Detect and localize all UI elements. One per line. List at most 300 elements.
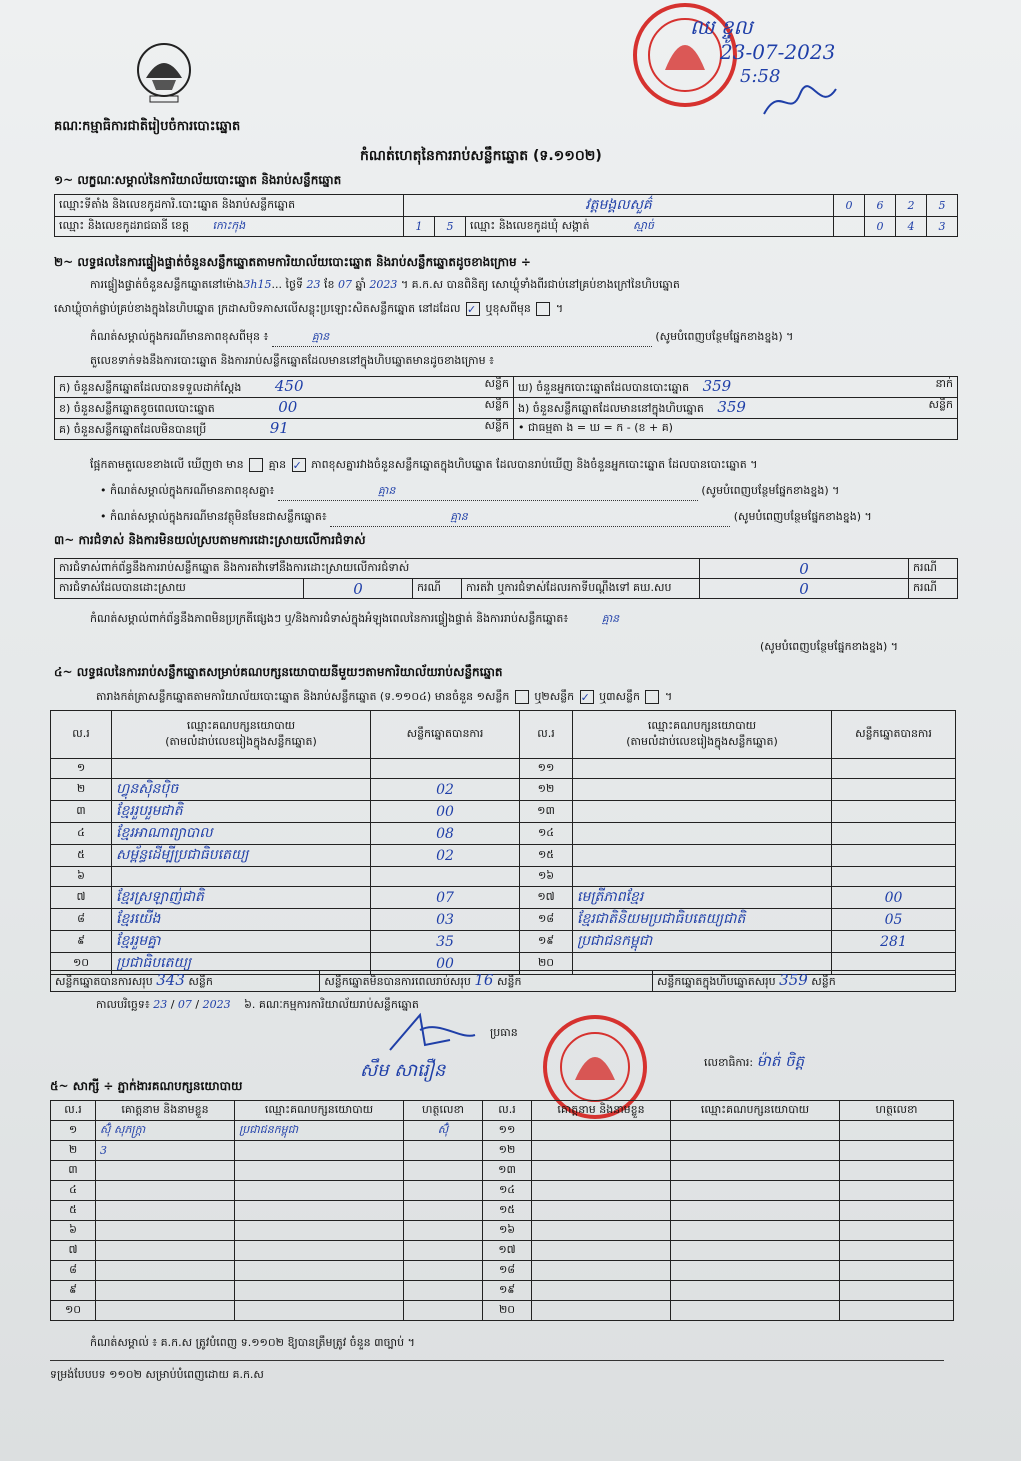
s5-row-party-r	[671, 1201, 840, 1221]
s2-d	[514, 377, 958, 398]
section4-heading: ៤~ លទ្ធផលនៃការរាប់សន្លឹកឆ្នោតសម្រាប់គណបក្សនយោបាយនីមួយៗតាមការិយាល័យរាប់សន្លឹកឆ្នោត	[54, 665, 503, 679]
s2-year-label: ឆ្នាំ	[355, 278, 366, 291]
s4-row-votes: 08	[371, 823, 520, 845]
s4-row-no-r: ១៥	[520, 845, 573, 867]
table-row	[51, 1161, 954, 1181]
s4-sub-c: ឬ៣សន្លឹក	[599, 690, 640, 703]
s2-day-label: ថ្ងៃទី	[285, 278, 303, 291]
table-row	[51, 845, 956, 867]
s4-chair-name: សឹម សារឿន	[360, 1060, 446, 1081]
s5-row-sign-r	[840, 1301, 954, 1321]
s5-row-party	[235, 1141, 404, 1161]
table-row	[51, 823, 956, 845]
s5-row-sign	[404, 1181, 483, 1201]
s5-row-party-r	[671, 1141, 840, 1161]
s3-note-value: គ្មាន	[601, 612, 620, 625]
s5-h-name-r: គោត្តនាម និងនាមខ្លួន	[532, 1101, 671, 1121]
section2-heading: ២~ លទ្ធផលនៃការផ្ទៀងផ្ទាត់ចំនួនសន្លឹកឆ្នោតតាមការិយាល័យបោះឆ្នោត និងរាប់សន្លឹកឆ្នោតដូចខាងក្រោម ÷	[54, 255, 531, 269]
s4-secretary-label: លេខាធិការ:	[704, 1056, 754, 1069]
s5-row-name-r	[532, 1201, 671, 1221]
s2-a-unit: សន្លឹក	[484, 377, 509, 390]
s5-row-no: ១០	[51, 1301, 96, 1321]
s2-d-label: ឃ) ចំនួនអ្នកបោះឆ្នោតដែលបានបោះឆ្នោត	[518, 381, 690, 394]
stamp-date: 23-07-2023	[720, 40, 836, 64]
s4-row-no: ១០	[51, 953, 112, 975]
s3-fill-hint: (សូមបំពេញបន្ថែមផ្នែកខាងខ្នង) ។	[760, 640, 899, 653]
s5-row-name	[96, 1281, 235, 1301]
signature-top-icon	[760, 74, 840, 124]
s5-row-sign	[404, 1261, 483, 1281]
s2-checkbox-changed[interactable]	[536, 302, 550, 316]
s2-check-text: ផ្អែកតាមតួលេខខាងលើ ឃើញថា មាន	[90, 458, 244, 471]
table-row	[51, 1241, 954, 1261]
s5-row-sign-r	[840, 1221, 954, 1241]
s5-row-name-r	[532, 1301, 671, 1321]
s5-row-name-r	[532, 1141, 671, 1161]
s4-row-no: ៧	[51, 887, 112, 909]
s3-r2b-label: ការតវ៉ា ឬការជំទាស់ដែលរកាទីបណ្ដឹងទៅ គឃ.សប	[462, 579, 700, 599]
s2-note3	[100, 510, 872, 527]
s5-row-no-r: ២០	[483, 1301, 532, 1321]
s5-row-sign-r	[840, 1181, 954, 1201]
table-row	[51, 801, 956, 823]
s2-month: 07	[337, 278, 352, 291]
s2-a	[55, 377, 514, 398]
s4-total-invalid-unit: សន្លឹក	[496, 975, 522, 988]
s5-row-name-r	[532, 1221, 671, 1241]
s5-row-no-r: ១៤	[483, 1181, 532, 1201]
s2-c-unit: សន្លឹក	[484, 419, 509, 432]
s4-row-party	[112, 867, 371, 887]
s4-row-votes	[371, 867, 520, 887]
s4-row-party: ខ្មែរស្រឡាញ់ជាតិ	[112, 887, 371, 909]
s4-row-no-r: ១៣	[520, 801, 573, 823]
stamp-note-1: ឈ ខ្ចូល	[690, 15, 753, 39]
s2-counts-table	[54, 376, 958, 440]
s5-row-party-r	[671, 1281, 840, 1301]
table-row	[51, 1121, 954, 1141]
s4-h-no-r: ល.រ	[520, 711, 573, 759]
s2-e	[514, 398, 958, 419]
s4-row-party: ខ្មែររួមគ្នា	[112, 931, 371, 953]
s4-date-label: កាលបរិច្ឆេទ៖	[96, 998, 150, 1011]
s4-row-votes-r	[832, 867, 956, 887]
s5-row-no-r: ១១	[483, 1121, 532, 1141]
s1-row2-label-text: ឈ្មោះ និងលេខកូដរាជធានី ខេត្ត	[59, 218, 189, 232]
s4-row-no-r: ១៩	[520, 931, 573, 953]
s4-row-votes-r	[832, 845, 956, 867]
s4-total-valid-label: សន្លឹកឆ្នោតបានការសរុប	[55, 975, 153, 988]
s1-code3: 2	[896, 195, 927, 217]
s5-row-party	[235, 1261, 404, 1281]
s1-commune-code3: 3	[927, 217, 958, 237]
s5-row-sign-r	[840, 1241, 954, 1261]
s4-sub: តារាងកត់ត្រាសន្លឹកឆ្នោតតាមការិយាល័យបោះឆ្នោត និងរាប់សន្លឹកឆ្នោត (ទ.១១០៤) មានចំនួន ១សន្លឹក ឬ២សន្លឹក ✓ ឬ៣សន្លឹក ។	[96, 690, 673, 704]
s5-row-no: ១	[51, 1121, 96, 1141]
s4-date-day: 23	[153, 998, 168, 1011]
s2-year: 2023	[369, 278, 398, 291]
s5-row-sign-r	[840, 1261, 954, 1281]
s5-h-name: គោត្តនាម និងនាមខ្លួន	[96, 1101, 235, 1121]
s4-sub-text: តារាងកត់ត្រាសន្លឹកឆ្នោតតាមការិយាល័យបោះឆ្នោត និងរាប់សន្លឹកឆ្នោត (ទ.១១០៤) មានចំនួន ១សន្លឹក	[96, 690, 510, 703]
s5-row-no: ២	[51, 1141, 96, 1161]
s2-e-value: 359	[717, 398, 746, 416]
s2-check	[90, 458, 960, 474]
chair-signature-icon	[380, 1010, 480, 1060]
s4-h-votes: សន្លឹកឆ្នោតបានការ	[371, 711, 520, 759]
s4-row-votes-r	[832, 801, 956, 823]
s5-row-party	[235, 1161, 404, 1181]
s5-row-sign	[404, 1241, 483, 1261]
s5-row-party-r	[671, 1301, 840, 1321]
s5-row-no: ៥	[51, 1201, 96, 1221]
table-row	[51, 1181, 954, 1201]
s5-row-party	[235, 1281, 404, 1301]
s5-row-name	[96, 1221, 235, 1241]
s5-row-no: ៤	[51, 1181, 96, 1201]
s5-row-sign-r	[840, 1281, 954, 1301]
table-row	[51, 867, 956, 887]
s2-e-label: ង) ចំនួនសន្លឹកឆ្នោតដែលមាននៅក្នុងហិបឆ្នោត	[518, 402, 704, 415]
s4-row-votes	[371, 759, 520, 779]
s5-row-sign-r	[840, 1121, 954, 1141]
s5-row-name	[96, 1241, 235, 1261]
s2-b-label: ខ) ចំនួនសន្លឹកឆ្នោតខូចពេលបោះឆ្នោត	[59, 402, 215, 415]
s4-checkbox-1[interactable]	[515, 690, 529, 704]
s5-row-no-r: ១៧	[483, 1241, 532, 1261]
s2-note-label: កំណត់សម្គាល់ក្នុងករណីមានភាពខុសពីមុន ៖	[90, 330, 269, 343]
s2-intro: តួលេខទាក់ទងនឹងការបោះឆ្នោត និងការរាប់សន្លឹកឆ្នោតដែលមាននៅក្នុងហិបឆ្នោតមានដូចខាងក្រោម ៖	[90, 354, 494, 367]
s4-row-no: ៦	[51, 867, 112, 887]
s1-row1-label: ឈ្មោះទីតាំង និងលេខកូដការិ.បោះឆ្នោត និងរាប់សន្លឹកឆ្នោត	[55, 195, 404, 217]
s5-row-no-r: ១៦	[483, 1221, 532, 1241]
s2-e-unit: សន្លឹក	[928, 398, 953, 411]
s4-row-party: ហ្វុនស៊ិនប៉ិច	[112, 779, 371, 801]
s4-checkbox-3[interactable]	[645, 690, 659, 704]
s2-c-value: 91	[269, 419, 289, 437]
s4-total-box-label: សន្លឹកឆ្នោតក្នុងហិបឆ្នោតសរុប	[656, 975, 776, 988]
s4-row-votes-r	[832, 779, 956, 801]
s1-row2b	[466, 217, 834, 237]
s3-r2b-value: 0	[700, 579, 909, 599]
s4-row-no: ៥	[51, 845, 112, 867]
s4-row-no-r: ១៤	[520, 823, 573, 845]
s3-note	[90, 612, 619, 628]
s1-row2b-label: ឈ្មោះ និងលេខកូដឃុំ សង្កាត់	[470, 218, 590, 232]
s4-row-no: ៨	[51, 909, 112, 931]
s5-row-sign-r	[840, 1201, 954, 1221]
s5-row-party-r	[671, 1241, 840, 1261]
s5-row-sign	[404, 1221, 483, 1241]
table-row	[51, 1221, 954, 1241]
s4-total-valid-value: 343	[156, 971, 185, 989]
table-row	[51, 1301, 954, 1321]
s4-results-table	[50, 710, 956, 975]
s4-total-box	[652, 971, 955, 992]
s5-h-sign: ហត្ថលេខា	[404, 1101, 483, 1121]
nec-emblem-icon	[132, 40, 196, 110]
s4-row-votes: 00	[371, 801, 520, 823]
table-row	[51, 887, 956, 909]
s5-row-party-r	[671, 1221, 840, 1241]
s4-row-party-r	[573, 867, 832, 887]
s4-row-no-r: ១២	[520, 779, 573, 801]
section1-heading: ១~ លក្ខណៈសម្គាល់នៃការិយាល័យបោះឆ្នោត និងរាប់សន្លឹកឆ្នោត	[54, 173, 342, 187]
s5-row-no: ៨	[51, 1261, 96, 1281]
table-row	[51, 759, 956, 779]
s5-row-party	[235, 1181, 404, 1201]
s5-row-no-r: ១៨	[483, 1261, 532, 1281]
s2-checkbox-none[interactable]: ✓	[292, 458, 306, 472]
s2-a-value: 450	[274, 377, 304, 395]
s5-row-party-r	[671, 1181, 840, 1201]
s5-row-no-r: ១២	[483, 1141, 532, 1161]
s2-note3-value: គ្មាន	[450, 510, 468, 523]
s1-prov-code2: 5	[435, 217, 466, 237]
s2-d-value: 359	[702, 377, 732, 395]
s2-note3-hint: (សូមបំពេញបន្ថែមផ្នែកខាងខ្នង) ។	[733, 510, 872, 523]
s4-row-no: ៩	[51, 931, 112, 953]
s4-row-votes: 35	[371, 931, 520, 953]
s5-row-party-r	[671, 1161, 840, 1181]
s4-secretary-name: ម៉ាត់ ចិត្ត	[756, 1052, 805, 1070]
s4-secretary	[704, 1052, 804, 1074]
s2-b	[55, 398, 514, 419]
s4-date-month: 07	[177, 998, 192, 1011]
s4-total-invalid	[320, 971, 653, 992]
s2-c	[55, 419, 514, 440]
s5-h-party: ឈ្មោះគណបក្សនយោបាយ	[235, 1101, 404, 1121]
s4-row-votes: 02	[371, 845, 520, 867]
s4-row-no: ១	[51, 759, 112, 779]
form-title: កំណត់ហេតុនៃការរាប់សន្លឹកឆ្នោត (ទ.១១០២)	[360, 148, 602, 164]
s4-total-valid	[51, 971, 320, 992]
s2-line1-tail: ។ គ.ក.ស បានពិនិត្យ សោឃ្លុំទាំងពីរជាប់នៅគ្រប់ខាងក្រៅនៃហិបឆ្នោត	[400, 278, 680, 291]
s2-check-none: គ្មាន	[268, 458, 287, 471]
stamp-time: 5:58	[740, 66, 781, 87]
s4-row-votes-r: 00	[832, 887, 956, 909]
s2-b-unit: សន្លឹក	[484, 398, 509, 411]
s5-row-name	[96, 1301, 235, 1321]
s2-note2-label: • កំណត់សម្គាល់ក្នុងករណីមានភាពខុសគ្នា៖	[100, 484, 275, 497]
s5-row-no-r: ១៥	[483, 1201, 532, 1221]
s5-row-name: ស៊ុំ សុភក្ត្រា	[96, 1121, 235, 1141]
s4-row-votes: 03	[371, 909, 520, 931]
s4-row-votes: 02	[371, 779, 520, 801]
s1-row2-label	[55, 217, 404, 237]
s5-row-sign	[404, 1281, 483, 1301]
s5-row-sign-r	[840, 1141, 954, 1161]
s1-row1-value: វត្តមង្គលសួគ៌	[404, 195, 834, 217]
s4-row-party-r: ប្រជាជនកម្ពុជា	[573, 931, 832, 953]
s2-check-tail: ភាពខុសគ្នារវាងចំនួនសន្លឹកឆ្នោតក្នុងហិបឆ្នោត ដែលបានរាប់ឃើញ និងចំនួនអ្នកបោះឆ្នោត ដែលបានបោះឆ្នោត ។	[311, 458, 758, 471]
s2-checkbox-has[interactable]	[249, 458, 263, 472]
s1-row2b-value: ស្មាច់	[633, 218, 654, 232]
s4-row-votes-r	[832, 823, 956, 845]
s2-c-label: គ) ចំនួនសន្លឹកឆ្នោតដែលមិនបានប្រើ	[59, 423, 207, 436]
s2-formula: • ជាធម្មតា ង = ឃ = ក - (ខ + គ)	[514, 419, 958, 440]
s3-note-label: កំណត់សម្គាល់ពាក់ព័ន្ធនឹងភាពមិនប្រក្រតីផ្សេងៗ ឬ/និងការជំទាស់ក្នុងអំឡុងពេលនៃការផ្ទៀងផ្ទាត់ និងការរាប់សន្លឹកឆ្នោត៖	[90, 612, 569, 625]
s5-row-no: ៣	[51, 1161, 96, 1181]
s4-row-votes: 00	[371, 953, 520, 975]
s4-row-party: ប្រជាធិបតេយ្យ	[112, 953, 371, 975]
s5-row-party-r	[671, 1261, 840, 1281]
s5-row-sign	[404, 1161, 483, 1181]
s4-row-party: ខ្មែរយើង	[112, 909, 371, 931]
s4-h-party-r	[573, 711, 832, 759]
section3-heading: ៣~ ការជំទាស់ និងការមិនយល់ស្របតាមការដោះស្រាយលើការជំទាស់	[54, 533, 366, 547]
footer-form: ទម្រង់បែបបទ ១១០២ សម្រាប់បំពេញដោយ គ.ក.ស	[50, 1368, 264, 1381]
s2-day: 23	[306, 278, 321, 291]
org-name: គណៈកម្មាធិការជាតិរៀបចំការបោះឆ្នោត	[54, 119, 241, 134]
s4-row-no-r: ១៧	[520, 887, 573, 909]
s2-note2-value: គ្មាន	[377, 484, 396, 497]
s2-month-label: ខែ	[323, 278, 335, 291]
s5-row-name-r	[532, 1281, 671, 1301]
s4-total-valid-unit: សន្លឹក	[188, 975, 213, 988]
s4-row-party-r	[573, 823, 832, 845]
s1-prov-code1: 1	[404, 217, 435, 237]
s1-code1: 0	[834, 195, 865, 217]
s1-code4: 5	[927, 195, 958, 217]
s4-row-party-r: មេត្រីភាពខ្មែរ	[573, 887, 832, 909]
s5-row-party	[235, 1301, 404, 1321]
s2-note	[90, 330, 793, 347]
s5-row-party: ប្រជាជនកម្ពុជា	[235, 1121, 404, 1141]
s3-r2b-unit: ករណី	[909, 579, 958, 599]
table-row	[51, 1281, 954, 1301]
s2-note2	[100, 484, 839, 501]
s5-row-no-r: ១៣	[483, 1161, 532, 1181]
s2-line1: ការផ្ទៀងផ្ទាត់ចំនួនសន្លឹកឆ្នោតនៅម៉ោង3h15... ថ្ងៃទី 23 ខែ 07 ឆ្នាំ 2023 ។ គ.ក.ស បានពិនិត្យ សោឃ្លុំទាំងពីរជាប់នៅគ្រប់ខាងក្រៅនៃហិបឆ្នោត	[90, 278, 680, 291]
s5-row-no: ៦	[51, 1221, 96, 1241]
s5-h-no: ល.រ	[51, 1101, 96, 1121]
s3-r1-value: 0	[700, 559, 909, 579]
s4-row-votes: 07	[371, 887, 520, 909]
s5-h-no-r: ល.រ	[483, 1101, 532, 1121]
s4-chair-label: ប្រធាន	[490, 1026, 518, 1039]
footer-note: កំណត់សម្គាល់ ៖ គ.ក.ស ត្រូវបំពេញ ទ.១១០២ ឱ្យបានត្រឹមត្រូវ ចំនួន ៣ច្បាប់ ។	[90, 1336, 415, 1349]
s4-h-party-text: ឈ្មោះគណបក្សនយោបាយ	[186, 718, 296, 732]
s4-date-year: 2023	[202, 998, 231, 1011]
s5-row-party	[235, 1201, 404, 1221]
s5-row-name	[96, 1261, 235, 1281]
s5-row-no-r: ១៩	[483, 1281, 532, 1301]
s4-totals	[50, 970, 956, 992]
s4-row-party-r	[573, 845, 832, 867]
s4-row-votes-r: 281	[832, 931, 956, 953]
s1-code2: 6	[865, 195, 896, 217]
s2-opt-changed: ឬខុសពីមុន	[485, 302, 531, 315]
s4-row-no: ៣	[51, 801, 112, 823]
s2-d-unit: នាក់	[935, 377, 953, 390]
s4-row-no: ២	[51, 779, 112, 801]
s5-h-sign-r: ហត្ថលេខា	[840, 1101, 954, 1121]
table-row	[51, 779, 956, 801]
s4-row-party-r	[573, 801, 832, 823]
s5-row-name	[96, 1201, 235, 1221]
s3-r1-unit: ករណី	[909, 559, 958, 579]
s4-row-party: ខ្មែររួបរួមជាតិ	[112, 801, 371, 823]
s4-row-party-r	[573, 759, 832, 779]
s5-row-name: 3	[96, 1141, 235, 1161]
s4-row-no-r: ១៨	[520, 909, 573, 931]
s5-row-name-r	[532, 1261, 671, 1281]
s4-row-no-r: ២០	[520, 953, 573, 975]
s4-h-no: ល.រ	[51, 711, 112, 759]
s4-row-votes-r: 05	[832, 909, 956, 931]
s4-total-invalid-value: 16	[474, 971, 494, 989]
table-row	[51, 1261, 954, 1281]
s3-table	[54, 558, 958, 599]
s5-witness-table	[50, 1100, 954, 1321]
s3-r2-value: 0	[304, 579, 413, 599]
s2-note-value: គ្មាន	[311, 330, 330, 343]
s2-line2: សោឃ្លុំចាក់ផ្លាប់គ្រប់ខាងក្នុងនៃហិបឆ្នោត ក្រដាសបិទភាសលើសន្លុះប្រឡោះសិតសន្លឹកឆ្នោត នៅដដែល ✓ ឬខុសពីមុន ។	[54, 302, 564, 316]
s4-row-no: ៤	[51, 823, 112, 845]
s3-r1-label: ការជំទាស់ពាក់ព័ន្ធនឹងការរាប់សន្លឹកឆ្នោត និងការតវ៉ាទៅនឹងការដោះស្រាយលើការជំទាស់	[59, 560, 410, 574]
s2-checkbox-same[interactable]: ✓	[466, 302, 480, 316]
table-row	[51, 1141, 954, 1161]
s2-time: 3h15	[243, 278, 272, 291]
s4-h-votes-r: សន្លឹកឆ្នោតបានការ	[832, 711, 956, 759]
s2-b-value: 00	[278, 398, 298, 416]
section5-heading: ៥~ សាក្សី ÷ ភ្នាក់ងារគណបក្សនយោបាយ	[50, 1079, 243, 1093]
s5-row-sign	[404, 1301, 483, 1321]
s4-checkbox-2[interactable]: ✓	[580, 690, 594, 704]
s4-row-party: សម្ព័ន្ធដើម្បីប្រជាធិបតេយ្យ	[112, 845, 371, 867]
s5-row-name-r	[532, 1181, 671, 1201]
s4-committee-label: ៦. គណៈកម្មការការិយាល័យរាប់សន្លឹកឆ្នោត	[244, 998, 419, 1011]
s5-row-party-r	[671, 1121, 840, 1141]
s5-row-sign	[404, 1141, 483, 1161]
s5-row-party	[235, 1241, 404, 1261]
s3-r2-unit: ករណី	[413, 579, 462, 599]
s1-row2-value: កោះកុង	[212, 218, 246, 232]
s5-row-no: ៧	[51, 1241, 96, 1261]
s3-r1	[55, 559, 700, 579]
s2-line1-text: ការផ្ទៀងផ្ទាត់ចំនួនសន្លឹកឆ្នោតនៅម៉ោង	[90, 278, 244, 291]
s4-total-box-unit: សន្លឹក	[811, 975, 836, 988]
s5-row-name-r	[532, 1121, 671, 1141]
s5-row-name	[96, 1181, 235, 1201]
s2-note3-label: • កំណត់សម្គាល់ក្នុងករណីមានវត្ថុមិនមែនជាសន្លឹកឆ្នោត៖	[100, 510, 327, 523]
s5-row-name-r	[532, 1161, 671, 1181]
s4-row-party-r	[573, 779, 832, 801]
s2-line2-text: សោឃ្លុំចាក់ផ្លាប់គ្រប់ខាងក្នុងនៃហិបឆ្នោត ក្រដាសបិទភាសលើសន្លុះប្រឡោះសិតសន្លឹកឆ្នោត នៅដដែល	[54, 302, 461, 315]
table-row	[51, 931, 956, 953]
s1-commune-code2: 4	[896, 217, 927, 237]
s5-row-party	[235, 1221, 404, 1241]
s5-row-no: ៩	[51, 1281, 96, 1301]
s4-date: កាលបរិច្ឆេទ៖ 23 / 07 / 2023 ៦. គណៈកម្មការការិយាល័យរាប់សន្លឹកឆ្នោត	[96, 998, 419, 1011]
s4-sub-b: ឬ២សន្លឹក	[534, 690, 575, 703]
table-row	[51, 1201, 954, 1221]
s4-row-no-r: ១៦	[520, 867, 573, 887]
s4-total-invalid-label: សន្លឹកឆ្នោតមិនបានការពេលរាប់សរុប	[324, 975, 471, 988]
s4-row-party	[112, 759, 371, 779]
s4-row-no-r: ១១	[520, 759, 573, 779]
s4-row-votes-r	[832, 759, 956, 779]
s5-row-sign	[404, 1201, 483, 1221]
s5-row-name-r	[532, 1241, 671, 1261]
s1-commune-code1: 0	[865, 217, 896, 237]
s4-total-box-value: 359	[779, 971, 808, 989]
s5-h-party-r: ឈ្មោះគណបក្សនយោបាយ	[671, 1101, 840, 1121]
s3-r2-label: ការជំទាស់ដែលបានដោះស្រាយ	[55, 579, 304, 599]
table-row	[51, 909, 956, 931]
footer-divider	[50, 1360, 944, 1361]
